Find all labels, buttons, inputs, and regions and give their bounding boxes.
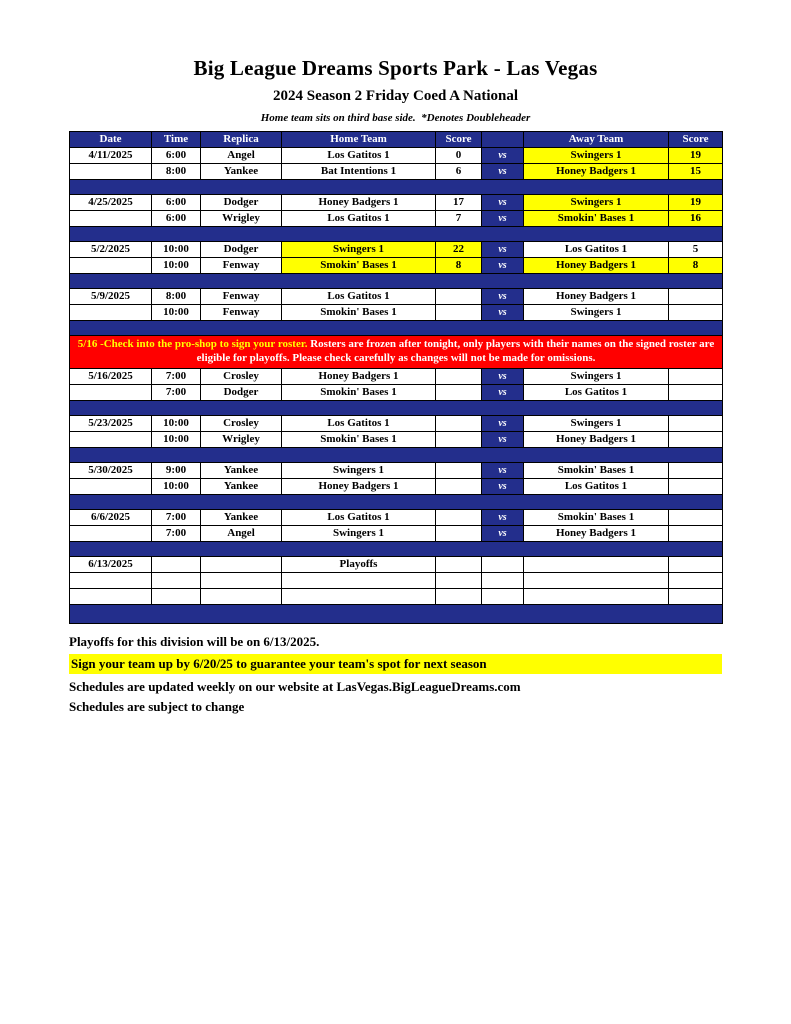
time-cell: 10:00	[152, 415, 201, 431]
separator-bar	[70, 400, 723, 415]
away-team-cell	[524, 588, 669, 604]
game-row	[70, 148, 723, 164]
away-score-cell	[669, 431, 723, 447]
replica-cell: Fenway	[201, 305, 282, 321]
vs-cell: vs	[482, 478, 524, 494]
home-score-cell	[436, 368, 482, 384]
date-cell: 5/30/2025	[70, 462, 152, 478]
away-score-cell	[669, 305, 723, 321]
date-cell	[70, 164, 152, 180]
vs-cell: vs	[482, 509, 524, 525]
game-row	[70, 211, 723, 227]
home-team-cell: Swingers 1	[282, 525, 436, 541]
home-team-cell: Los Gatitos 1	[282, 509, 436, 525]
home-score-cell	[436, 478, 482, 494]
away-team-cell: Swingers 1	[524, 415, 669, 431]
notice-row	[70, 336, 723, 369]
time-cell: 10:00	[152, 478, 201, 494]
home-team-cell: Smokin' Bases 1	[282, 258, 436, 274]
date-cell: 6/13/2025	[70, 556, 152, 572]
game-row	[70, 431, 723, 447]
vs-cell: vs	[482, 431, 524, 447]
replica-cell: Yankee	[201, 462, 282, 478]
home-team-cell: Los Gatitos 1	[282, 211, 436, 227]
vs-cell	[482, 572, 524, 588]
date-cell: 5/23/2025	[70, 415, 152, 431]
vs-cell: vs	[482, 211, 524, 227]
away-score-cell	[669, 289, 723, 305]
separator-bar	[70, 274, 723, 289]
separator-row	[70, 274, 723, 289]
roster-notice	[70, 336, 723, 369]
replica-cell: Angel	[201, 148, 282, 164]
game-row	[70, 368, 723, 384]
away-team-cell: Los Gatitos 1	[524, 384, 669, 400]
home-team-cell	[282, 588, 436, 604]
home-team-cell	[282, 572, 436, 588]
replica-cell: Dodger	[201, 242, 282, 258]
website-note: Schedules are updated weekly on our website at LasVegas.BigLeagueDreams.com	[69, 679, 521, 694]
blank-row	[70, 588, 723, 604]
home-team-cell: Los Gatitos 1	[282, 289, 436, 305]
home-team-cell: Los Gatitos 1	[282, 148, 436, 164]
signup-banner: Sign your team up by 6/20/25 to guarantee your team's spot for next season	[69, 654, 722, 674]
game-row	[70, 164, 723, 180]
vs-cell: vs	[482, 164, 524, 180]
date-cell	[70, 431, 152, 447]
replica-cell	[201, 572, 282, 588]
game-row	[70, 415, 723, 431]
header-away-team: Away Team	[524, 132, 669, 148]
vs-cell: vs	[482, 195, 524, 211]
time-cell: 6:00	[152, 211, 201, 227]
game-row	[70, 242, 723, 258]
date-cell	[70, 478, 152, 494]
home-team-cell: Smokin' Bases 1	[282, 384, 436, 400]
away-team-cell: Swingers 1	[524, 195, 669, 211]
separator-row	[70, 321, 723, 336]
replica-cell: Crosley	[201, 368, 282, 384]
away-team-cell: Smokin' Bases 1	[524, 509, 669, 525]
separator-bar	[70, 447, 723, 462]
date-cell: 6/6/2025	[70, 509, 152, 525]
date-cell: 4/11/2025	[70, 148, 152, 164]
header-home-team: Home Team	[282, 132, 436, 148]
away-score-cell: 19	[669, 195, 723, 211]
separator-row	[70, 494, 723, 509]
header-replica: Replica	[201, 132, 282, 148]
date-cell	[70, 258, 152, 274]
time-cell	[152, 556, 201, 572]
away-team-cell: Smokin' Bases 1	[524, 462, 669, 478]
vs-cell: vs	[482, 462, 524, 478]
away-score-cell: 15	[669, 164, 723, 180]
vs-cell: vs	[482, 289, 524, 305]
date-cell: 5/9/2025	[70, 289, 152, 305]
game-row	[70, 384, 723, 400]
home-score-cell	[436, 509, 482, 525]
time-cell: 10:00	[152, 258, 201, 274]
vs-cell	[482, 556, 524, 572]
roster-notice-text: Rosters are frozen after tonight, only players with their names on the signed roster are eligible for playoffs. Please check carefully as changes will not be made for omissions.	[196, 338, 715, 364]
away-team-cell: Honey Badgers 1	[524, 258, 669, 274]
date-cell: 5/16/2025	[70, 368, 152, 384]
date-cell	[70, 305, 152, 321]
separator-bar	[70, 541, 723, 556]
home-score-cell	[436, 305, 482, 321]
header-date: Date	[70, 132, 152, 148]
away-team-cell: Smokin' Bases 1	[524, 211, 669, 227]
time-cell: 7:00	[152, 509, 201, 525]
separator-row	[70, 227, 723, 242]
date-cell	[70, 588, 152, 604]
game-row	[70, 462, 723, 478]
home-score-cell	[436, 572, 482, 588]
time-cell: 7:00	[152, 368, 201, 384]
date-cell	[70, 211, 152, 227]
separator-bar	[70, 494, 723, 509]
home-team-cell: Smokin' Bases 1	[282, 305, 436, 321]
away-team-cell: Los Gatitos 1	[524, 242, 669, 258]
replica-cell: Yankee	[201, 164, 282, 180]
away-score-cell	[669, 509, 723, 525]
vs-cell: vs	[482, 368, 524, 384]
separator-bar	[70, 604, 723, 623]
date-cell	[70, 525, 152, 541]
header-time: Time	[152, 132, 201, 148]
home-score-cell	[436, 384, 482, 400]
subject-to-change-note: Schedules are subject to change	[69, 699, 245, 715]
home-score-cell: 7	[436, 211, 482, 227]
date-cell	[70, 384, 152, 400]
away-team-cell: Swingers 1	[524, 368, 669, 384]
playoffs-note: Playoffs for this division will be on 6/13/2025.	[69, 633, 320, 649]
away-score-cell: 5	[669, 242, 723, 258]
game-row	[70, 289, 723, 305]
away-team-cell: Honey Badgers 1	[524, 525, 669, 541]
replica-cell: Dodger	[201, 384, 282, 400]
date-cell	[70, 572, 152, 588]
time-cell: 9:00	[152, 462, 201, 478]
home-team-note: Home team sits on third base side. *Denotes Doubleheader	[260, 112, 531, 124]
time-cell: 10:00	[152, 242, 201, 258]
away-score-cell	[669, 588, 723, 604]
replica-cell: Dodger	[201, 195, 282, 211]
header-vs	[482, 132, 524, 148]
game-row	[70, 478, 723, 494]
home-score-cell: 0	[436, 148, 482, 164]
separator-row	[70, 400, 723, 415]
game-row	[70, 509, 723, 525]
away-score-cell	[669, 368, 723, 384]
replica-cell	[201, 588, 282, 604]
roster-notice-highlight: 5/16 -Check into the pro-shop to sign your roster.	[77, 338, 311, 350]
time-cell: 8:00	[152, 164, 201, 180]
date-cell: 4/25/2025	[70, 195, 152, 211]
time-cell: 7:00	[152, 525, 201, 541]
home-score-cell	[436, 415, 482, 431]
game-row	[70, 258, 723, 274]
home-score-cell	[436, 556, 482, 572]
separator-row	[70, 447, 723, 462]
time-cell: 6:00	[152, 195, 201, 211]
home-team-cell: Swingers 1	[282, 242, 436, 258]
home-score-cell	[436, 525, 482, 541]
time-cell: 8:00	[152, 289, 201, 305]
home-team-cell: Bat Intentions 1	[282, 164, 436, 180]
home-team-cell: Smokin' Bases 1	[282, 431, 436, 447]
away-score-cell	[669, 415, 723, 431]
away-score-cell: 16	[669, 211, 723, 227]
vs-cell: vs	[482, 305, 524, 321]
separator-bar	[70, 321, 723, 336]
home-score-cell: 22	[436, 242, 482, 258]
away-team-cell: Honey Badgers 1	[524, 289, 669, 305]
vs-cell: vs	[482, 415, 524, 431]
separator-bar	[70, 227, 723, 242]
time-cell: 10:00	[152, 431, 201, 447]
vs-cell: vs	[482, 148, 524, 164]
home-score-cell	[436, 289, 482, 305]
replica-cell: Angel	[201, 525, 282, 541]
replica-cell	[201, 556, 282, 572]
home-score-cell	[436, 462, 482, 478]
home-team-cell: Honey Badgers 1	[282, 195, 436, 211]
away-score-cell: 8	[669, 258, 723, 274]
replica-cell: Yankee	[201, 478, 282, 494]
away-team-cell: Swingers 1	[524, 148, 669, 164]
vs-cell: vs	[482, 525, 524, 541]
playoffs-row	[70, 556, 723, 572]
home-team-cell: Playoffs	[282, 556, 436, 572]
time-cell: 10:00	[152, 305, 201, 321]
replica-cell: Yankee	[201, 509, 282, 525]
vs-cell: vs	[482, 384, 524, 400]
away-team-cell: Swingers 1	[524, 305, 669, 321]
away-team-cell	[524, 572, 669, 588]
vs-cell: vs	[482, 242, 524, 258]
replica-cell: Wrigley	[201, 211, 282, 227]
home-team-cell: Los Gatitos 1	[282, 415, 436, 431]
page-content	[69, 56, 722, 716]
away-team-cell: Los Gatitos 1	[524, 478, 669, 494]
away-score-cell	[669, 384, 723, 400]
game-row	[70, 525, 723, 541]
home-team-cell: Honey Badgers 1	[282, 478, 436, 494]
home-score-cell	[436, 431, 482, 447]
away-score-cell: 19	[669, 148, 723, 164]
header-home-score: Score	[436, 132, 482, 148]
separator-bar	[70, 180, 723, 195]
time-cell: 7:00	[152, 384, 201, 400]
away-team-cell: Honey Badgers 1	[524, 164, 669, 180]
separator-row	[70, 180, 723, 195]
schedule-header	[70, 132, 723, 148]
time-cell: 6:00	[152, 148, 201, 164]
away-team-cell: Honey Badgers 1	[524, 431, 669, 447]
schedule-table	[69, 131, 723, 624]
game-row	[70, 305, 723, 321]
replica-cell: Fenway	[201, 289, 282, 305]
time-cell	[152, 588, 201, 604]
home-score-cell: 6	[436, 164, 482, 180]
header-away-score: Score	[669, 132, 723, 148]
header-row	[70, 132, 723, 148]
schedule-body	[70, 148, 723, 624]
home-score-cell: 17	[436, 195, 482, 211]
page-title: Big League Dreams Sports Park - Las Vegas	[193, 56, 598, 80]
away-score-cell	[669, 556, 723, 572]
home-score-cell	[436, 588, 482, 604]
page-subtitle: 2024 Season 2 Friday Coed A National	[272, 88, 519, 104]
vs-cell: vs	[482, 258, 524, 274]
date-cell: 5/2/2025	[70, 242, 152, 258]
away-score-cell	[669, 478, 723, 494]
footer-notes	[69, 634, 722, 716]
vs-cell	[482, 588, 524, 604]
game-row	[70, 195, 723, 211]
home-score-cell: 8	[436, 258, 482, 274]
replica-cell: Fenway	[201, 258, 282, 274]
away-team-cell	[524, 556, 669, 572]
blank-row	[70, 572, 723, 588]
away-score-cell	[669, 462, 723, 478]
away-score-cell	[669, 525, 723, 541]
home-team-cell: Swingers 1	[282, 462, 436, 478]
replica-cell: Wrigley	[201, 431, 282, 447]
replica-cell: Crosley	[201, 415, 282, 431]
time-cell	[152, 572, 201, 588]
separator-row	[70, 541, 723, 556]
away-score-cell	[669, 572, 723, 588]
separator-row	[70, 604, 723, 623]
home-team-cell: Honey Badgers 1	[282, 368, 436, 384]
